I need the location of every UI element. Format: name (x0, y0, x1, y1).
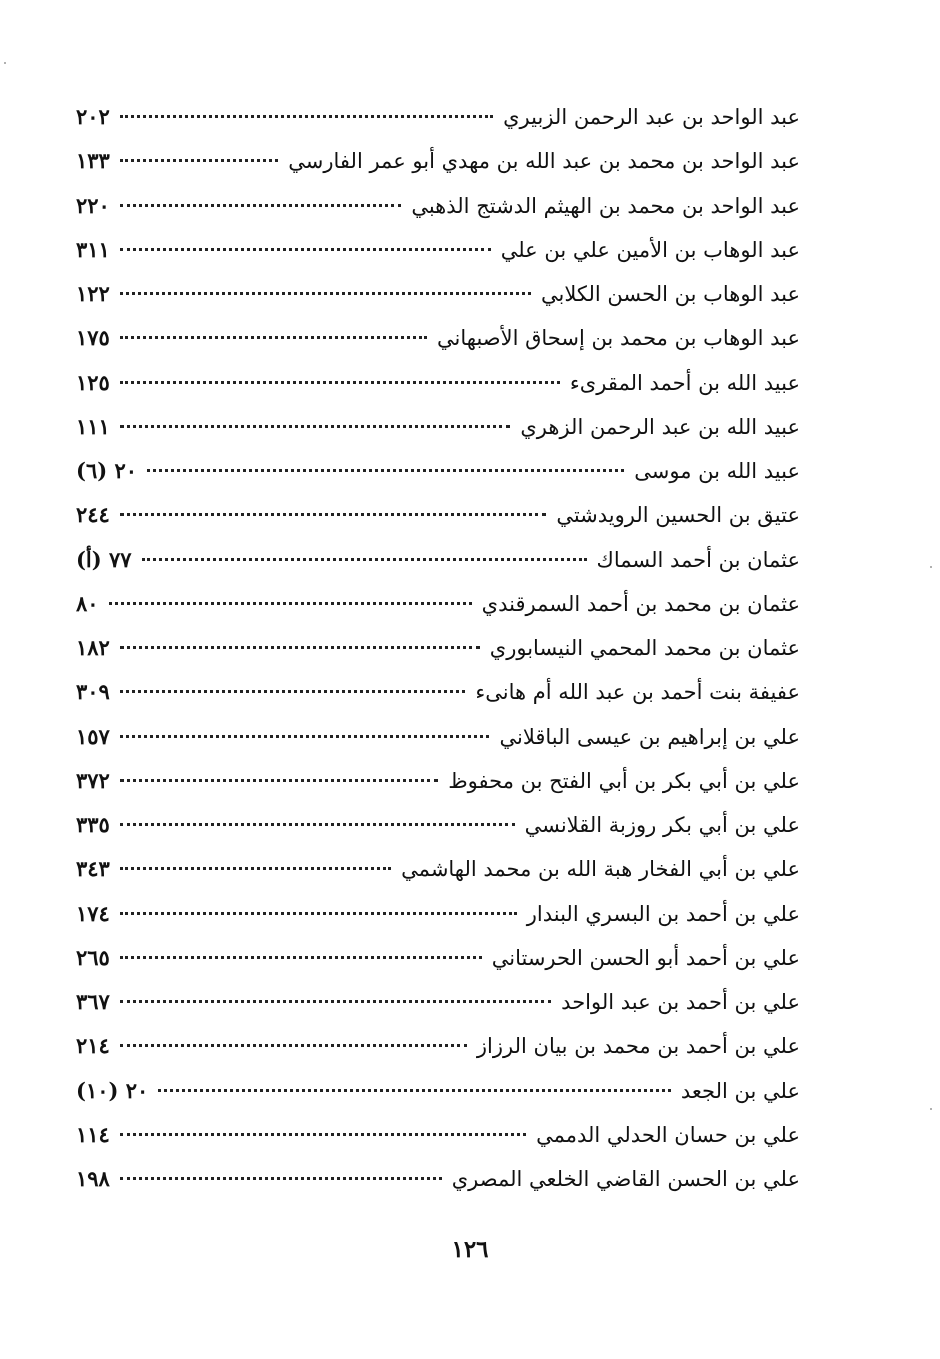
dot-leader (120, 308, 427, 339)
dot-leader (120, 1105, 526, 1136)
dot-leader (147, 441, 624, 472)
index-entry (76, 1155, 800, 1199)
dot-leader (120, 485, 546, 516)
entry-name: علي بن الجعد (680, 1078, 800, 1103)
dot-leader (158, 1061, 671, 1092)
entry-page-ref: ٧٧ (أ) (76, 546, 132, 572)
entry-name: علي بن أحمد بن عبد الواحد (561, 990, 800, 1014)
entry-page-ref: ١٣٣ (76, 148, 110, 174)
entry-page-ref: ٣٠٩ (76, 679, 110, 705)
entry-name: عبد الوهاب بن محمد بن إسحاق الأصبهاني (437, 326, 800, 351)
entry-page-ref: ٢٤٤ (76, 502, 110, 528)
dot-leader (120, 618, 480, 649)
index-list (76, 93, 800, 1199)
entry-name: علي بن حسان الحدلي الدممي (536, 1122, 800, 1147)
entry-name: علي بن الحسن القاضي الخلعي المصري (451, 1167, 800, 1191)
entry-name: عثمان بن أحمد السماك (596, 547, 800, 572)
entry-name: علي بن أبي بكر روزبة القلانسي (524, 813, 800, 837)
entry-name: عتيق بن الحسين الرويدشتي (556, 503, 800, 528)
entry-name: عفيفة بنت أحمد بن عبد الله أم هانىء (475, 680, 800, 705)
entry-page-ref: ٣١١ (76, 236, 110, 262)
entry-page-ref: ١١٤ (76, 1121, 110, 1147)
entry-page-ref: ٢٠ (١٠) (76, 1077, 149, 1103)
entry-name: عبيد الله بن عبد الرحمن الزهري (520, 414, 800, 439)
dot-leader (120, 220, 491, 251)
page-number: ١٢٦ (451, 1236, 489, 1263)
entry-page-ref: ٨٠ (76, 590, 99, 616)
entry-page-ref: ٣٦٧ (76, 989, 110, 1014)
dot-leader (120, 795, 515, 826)
entry-page-ref: ٢١٤ (76, 1033, 110, 1059)
dot-leader (120, 707, 490, 738)
dot-leader (120, 928, 482, 959)
entry-page-ref: ٢٠ (٦) (76, 458, 138, 483)
dot-leader (120, 884, 517, 915)
entry-page-ref: ١٥٧ (76, 723, 110, 749)
entry-name: عبد الواحد بن محمد بن الهيثم الدشتج الذهبي (411, 193, 800, 218)
entry-page-ref: ١٧٥ (76, 325, 110, 351)
entry-name: عبد الواحد بن عبد الرحمن الزبيري (503, 105, 800, 129)
entry-name: علي بن أحمد بن محمد بن بيان الرزاز (476, 1034, 800, 1059)
entry-page-ref: ١٩٨ (76, 1166, 110, 1191)
entry-name: عبيد الله بن أحمد المقرىء (569, 370, 800, 395)
entry-page-ref: ٣٣٥ (76, 812, 110, 837)
dot-leader (120, 264, 531, 295)
dot-leader (142, 530, 587, 561)
scan-speck (930, 1108, 932, 1110)
entry-name: علي بن أبي بكر بن أبي الفتح بن محفوظ (448, 768, 800, 793)
dot-leader (120, 1016, 467, 1047)
dot-leader (120, 751, 438, 782)
dot-leader (120, 353, 560, 384)
entry-name: عبد الواحد بن محمد بن عبد الله بن مهدي أبو عمر الفارسي (288, 149, 800, 174)
entry-name: علي بن أحمد بن البسري البندار (526, 901, 800, 926)
entry-page-ref: ٣٧٢ (76, 767, 110, 793)
entry-name: عثمان بن محمد بن أحمد السمرقندي (481, 591, 800, 616)
entry-page-ref: ١٧٤ (76, 900, 110, 926)
dot-leader (109, 574, 472, 605)
entry-page-ref: ١١١ (76, 413, 110, 439)
scan-speck (4, 62, 6, 64)
entry-page-ref: ٢٦٥ (76, 944, 110, 970)
dot-leader (120, 87, 493, 118)
dot-leader (120, 839, 391, 870)
dot-leader (120, 1149, 442, 1180)
entry-name: علي بن إبراهيم بن عيسى الباقلاني (499, 724, 800, 749)
entry-name: علي بن أحمد أبو الحسن الحرستاني (491, 945, 800, 970)
dot-leader (120, 662, 466, 693)
entry-page-ref: ٣٤٣ (76, 856, 110, 882)
entry-page-ref: ١٢٢ (76, 281, 110, 306)
entry-page-ref: ٢٠٢ (76, 104, 110, 129)
entry-page-ref: ١٢٥ (76, 369, 110, 395)
entry-name: عثمان بن محمد المحمي النيسابوري (489, 636, 800, 660)
scan-speck (930, 566, 932, 568)
entry-name: عبيد الله بن موسى (634, 459, 800, 483)
entry-page-ref: ١٨٢ (76, 635, 110, 660)
entry-name: علي بن أبي الفخار هبة الله بن محمد الهاشمي (401, 857, 800, 882)
dot-leader (120, 972, 551, 1003)
dot-leader (120, 397, 511, 428)
entry-page-ref: ٢٢٠ (76, 192, 110, 218)
entry-name: عبد الوهاب بن الأمين علي بن علي (500, 237, 800, 262)
dot-leader (120, 176, 402, 207)
entry-name: عبد الوهاب بن الحسن الكلابي (541, 282, 800, 306)
dot-leader (120, 131, 278, 162)
